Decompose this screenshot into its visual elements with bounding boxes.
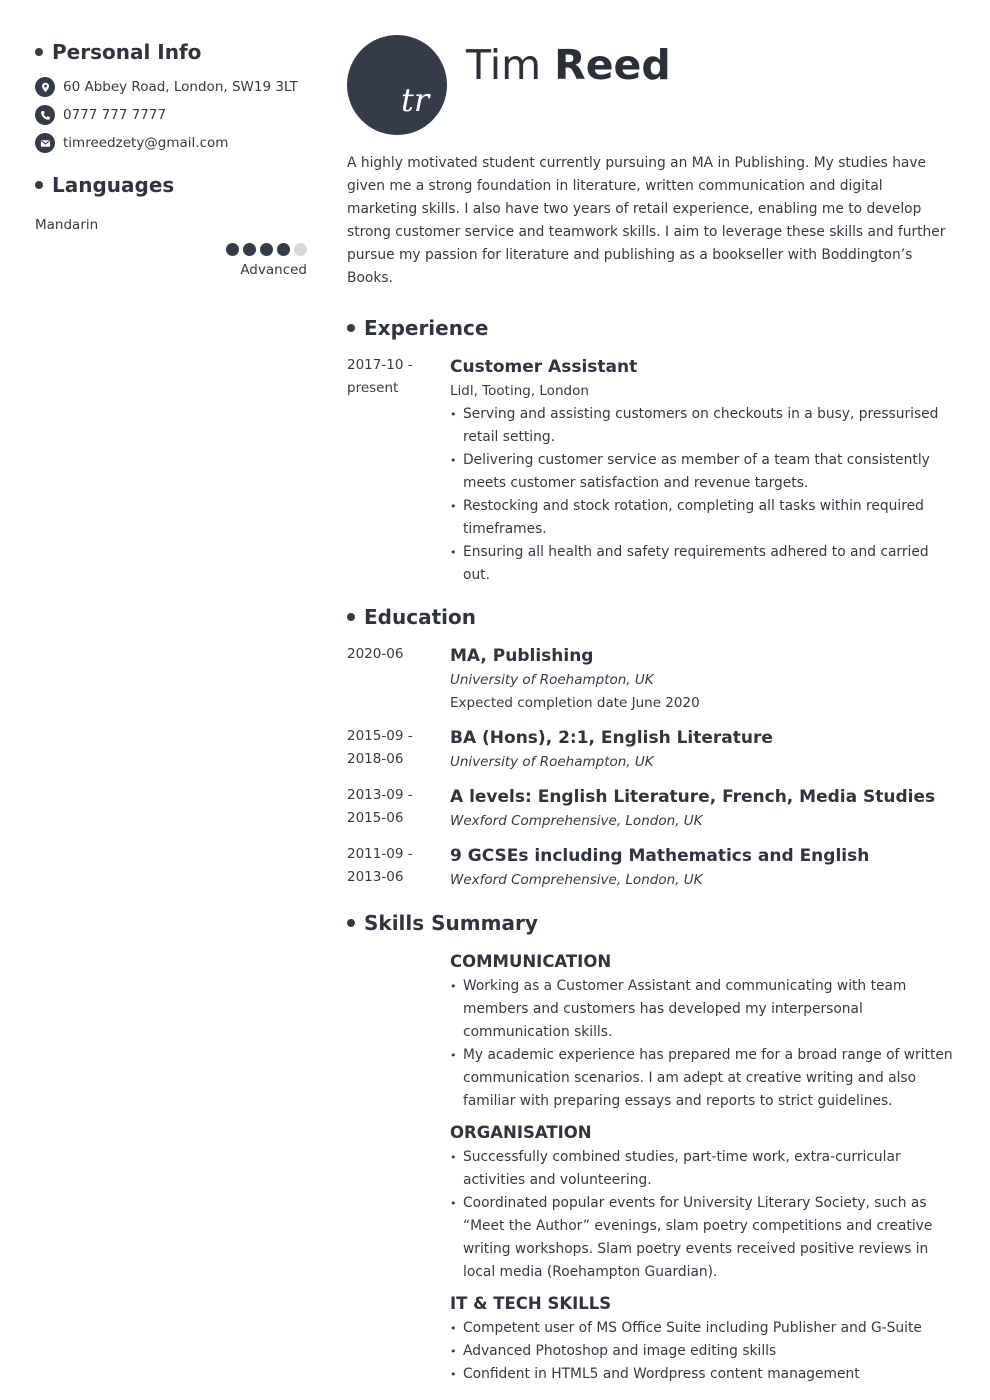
job-duties [450, 403, 957, 587]
list-item: • Competent user of MS Office Suite including Publisher and G-Suite [450, 1317, 957, 1340]
address-row [35, 73, 307, 101]
main-content [347, 35, 957, 1386]
rating-dot-empty [294, 243, 307, 256]
rating-dot-filled [260, 243, 273, 256]
languages-heading: Languages [35, 169, 307, 201]
degree-title: MA, Publishing [450, 646, 594, 666]
list-item: • Ensuring all health and safety requirements adhered to and carried out. [450, 541, 957, 587]
education-heading: Education [347, 601, 957, 633]
email-text: timreedzety@gmail.com [63, 135, 229, 151]
degree-title: BA (Hons), 2:1, English Literature [450, 728, 773, 748]
rating-dot-filled [277, 243, 290, 256]
list-item: • Confident in HTML5 and Wordpress content management [450, 1363, 957, 1386]
entry-date: 2015-09 - 2018-06 [347, 728, 413, 767]
skill-list [450, 1317, 957, 1386]
language-level: Advanced [240, 262, 307, 278]
list-item: • My academic experience has prepared me for a broad range of written communication scenarios. I am adept at creative writing and also familiar with preparing essays and reports to strict guidelines. [450, 1044, 957, 1113]
list-item: • Advanced Photoshop and image editing skills [450, 1340, 957, 1363]
job-employer: Lidl, Tooting, London [450, 383, 589, 399]
language-rating [35, 243, 307, 256]
rating-dot-filled [226, 243, 239, 256]
list-item: • Working as a Customer Assistant and communicating with team members and customers has developed my interpersonal communication skills. [450, 975, 957, 1044]
school-name: Wexford Comprehensive, London, UK [450, 813, 703, 829]
phone-icon [35, 105, 55, 125]
resume-header [347, 35, 957, 135]
rating-dot-filled [243, 243, 256, 256]
list-item: • Delivering customer service as member of a team that consistently meets customer satisfaction and revenue targets. [450, 449, 957, 495]
school-name: Wexford Comprehensive, London, UK [450, 872, 703, 888]
degree-title: 9 GCSEs including Mathematics and English [450, 846, 870, 866]
degree-title: A levels: English Literature, French, Media Studies [450, 787, 936, 807]
address-text: 60 Abbey Road, London, SW19 3LT [63, 79, 298, 95]
bullet-dot [35, 48, 43, 56]
language-name: Mandarin [35, 217, 99, 233]
education-entry [347, 725, 957, 774]
skills-block [347, 949, 957, 1386]
education-entry [347, 643, 957, 715]
personal-info-heading: Personal Info [35, 36, 307, 68]
school-name: University of Roehampton, UK [450, 672, 654, 688]
entry-date: 2011-09 - 2013-06 [347, 846, 413, 885]
first-name: Tim [466, 41, 542, 89]
phone-row [35, 101, 307, 129]
email-icon [35, 133, 55, 153]
education-entry [347, 784, 957, 833]
skill-category-title: COMMUNICATION [450, 952, 612, 971]
last-name: Reed [554, 41, 671, 89]
full-name [466, 41, 671, 89]
experience-entry [347, 354, 957, 587]
skill-category-title: ORGANISATION [450, 1123, 592, 1142]
entry-date: 2013-09 - 2015-06 [347, 787, 413, 826]
skill-category-title: IT & TECH SKILLS [450, 1294, 612, 1313]
avatar-initials: tr [401, 81, 430, 119]
bullet-dot [347, 919, 355, 927]
language-item [35, 217, 307, 278]
bullet-dot [347, 324, 355, 332]
experience-heading: Experience [347, 312, 957, 344]
list-item: • Restocking and stock rotation, completing all tasks within required timeframes. [450, 495, 957, 541]
skills-heading: Skills Summary [347, 907, 957, 939]
job-title: Customer Assistant [450, 357, 638, 377]
entry-date: 2017-10 - present [347, 357, 413, 396]
list-item: • Serving and assisting customers on checkouts in a busy, pressurised retail setting. [450, 403, 957, 449]
bullet-dot [347, 613, 355, 621]
entry-date: 2020-06 [347, 646, 404, 662]
avatar [347, 35, 447, 135]
list-item: • Successfully combined studies, part-time work, extra-curricular activities and volunteering. [450, 1146, 957, 1192]
education-note: Expected completion date June 2020 [450, 695, 700, 711]
location-icon [35, 77, 55, 97]
email-row [35, 129, 307, 157]
education-entry [347, 843, 957, 892]
skill-list [450, 975, 957, 1113]
sidebar [35, 36, 307, 278]
skill-list [450, 1146, 957, 1284]
list-item: • Coordinated popular events for University Literary Society, such as “Meet the Author” evenings, slam poetry competitions and creative writing workshops. Slam poetry events received positive reviews in local media (Roehampton Guardian). [450, 1192, 957, 1284]
bullet-dot [35, 181, 43, 189]
school-name: University of Roehampton, UK [450, 754, 654, 770]
phone-text: 0777 777 7777 [63, 107, 167, 123]
profile-summary: A highly motivated student currently pursuing an MA in Publishing. My studies have given me a strong foundation in literature, written communication and digital marketing skills. I also have two years of retail experience, enabling me to develop strong customer service and teamwork skills. I aim to leverage these skills and further pursue my passion for literature and publishing as a bookseller with Boddington’s Books. [347, 155, 946, 286]
